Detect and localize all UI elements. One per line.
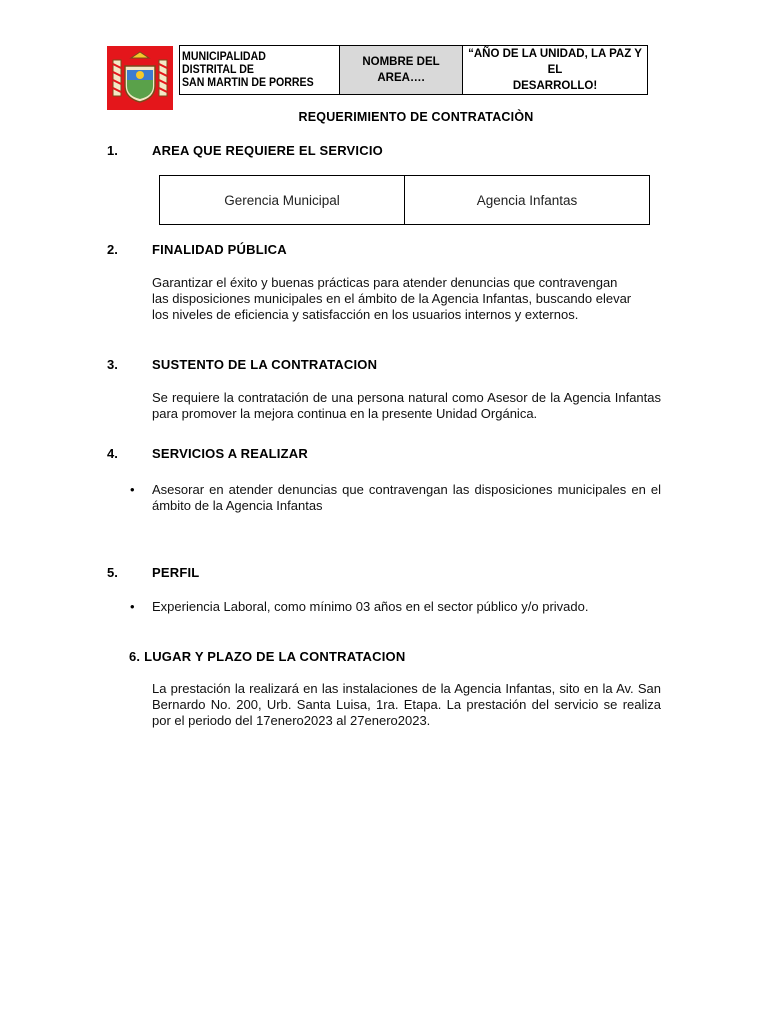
section-2-title: FINALIDAD PÚBLICA (152, 242, 287, 257)
area-table (159, 175, 650, 225)
municipality-logo (107, 46, 173, 110)
section-4-bullet-text: Asesorar en atender denuncias que contravengan las disposiciones municipales en el ámbito de la Agencia Infantas (152, 482, 661, 513)
section-5-number: 5. (107, 565, 118, 580)
section-6-title: LUGAR Y PLAZO DE LA CONTRATACION (144, 649, 406, 664)
bullet-icon: • (130, 482, 135, 497)
section-5-bullet-text: Experiencia Laboral, como mínimo 03 años en el sector público y/o privado. (152, 599, 589, 614)
section-6-number: 6. (129, 649, 141, 664)
section-1-title: AREA QUE REQUIERE EL SERVICIO (152, 143, 383, 158)
document-title: REQUERIMIENTO DE CONTRATACIÒN (298, 110, 534, 124)
area-name-cell: NOMBRE DEL AREA…. (340, 46, 463, 95)
section-4-number: 4. (107, 446, 118, 461)
text-line: las disposiciones municipales en el ámbito de la Agencia Infantas, buscando elevar (152, 291, 632, 306)
section-6-text: La prestación la realizará en las instalaciones de la Agencia Infantas, sito en la Av. San Bernardo No. 200, Urb. Santa Luisa, 1ra. Etapa. La prestación del servicio se realiza por el periodo del 17enero2023 al 27enero2023. (152, 681, 661, 728)
section-1-number: 1. (107, 143, 118, 158)
section-5-title: PERFIL (152, 565, 200, 580)
section-2-number: 2. (107, 242, 118, 257)
text-line: Garantizar el éxito y buenas prácticas para atender denuncias que contravengan (152, 275, 618, 290)
section-6-heading (129, 649, 405, 664)
bullet-icon: • (130, 599, 135, 614)
year-motto: “AÑO DE LA UNIDAD, LA PAZ Y EL DESARROLLO! (463, 46, 648, 95)
area-table-cell: Gerencia Municipal (160, 176, 405, 225)
header-table (107, 45, 648, 95)
coat-of-arms-icon (107, 46, 173, 110)
logo-cell (107, 46, 180, 95)
section-2-text (152, 275, 661, 323)
municipality-name: MUNICIPALIDAD DISTRITAL DE SAN MARTIN DE PORRES (180, 46, 340, 95)
section-4-title: SERVICIOS A REALIZAR (152, 446, 308, 461)
section-3-number: 3. (107, 357, 118, 372)
section-3-title: SUSTENTO DE LA CONTRATACION (152, 357, 378, 372)
section-3-text: Se requiere la contratación de una persona natural como Asesor de la Agencia Infantas para promover la mejora continua en la presente Unidad Orgánica. (152, 390, 661, 421)
text-line: los niveles de eficiencia y satisfacción en los usuarios internos y externos. (152, 307, 579, 322)
area-table-cell: Agencia Infantas (405, 176, 650, 225)
